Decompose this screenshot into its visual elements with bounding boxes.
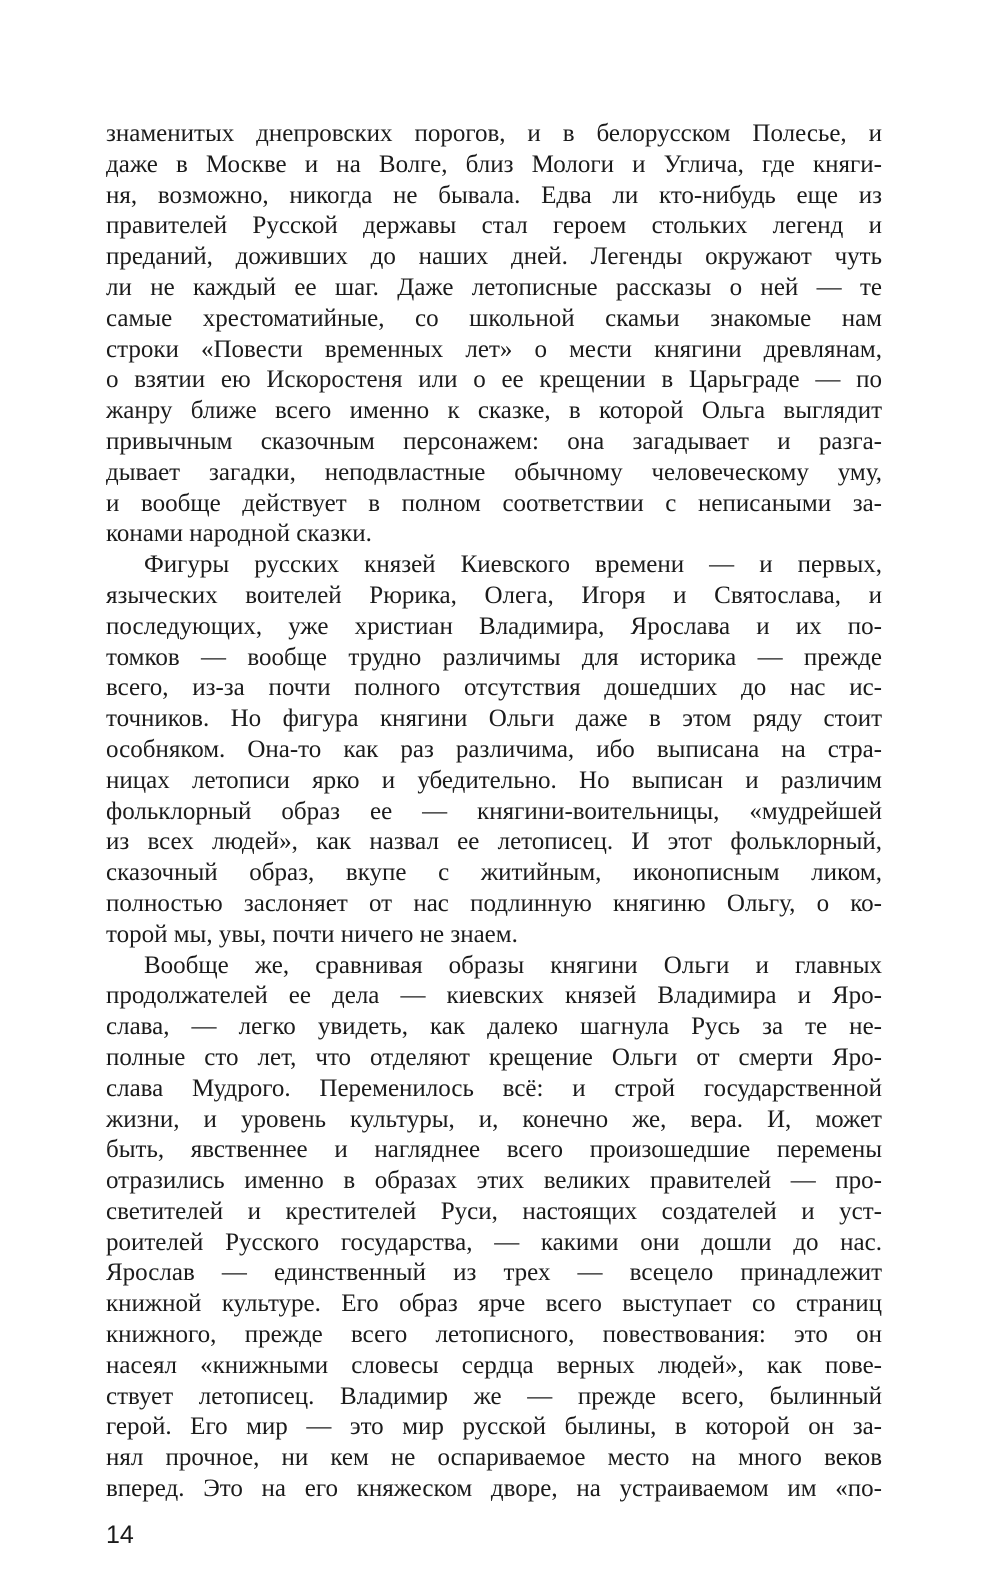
text-line: точников. Но фигура княгини Ольги даже в этом ряду стоит [106,705,882,733]
text-line: сказочный образ, вкупе с житийным, иконописным ликом, [106,859,882,887]
text-line: строки «Повести временных лет» о мести княгини древлянам, [106,335,882,363]
text-line: ницах летописи ярко и убедительно. Но выписан и различим [106,766,882,794]
text-line: конами народной сказки. [106,520,372,548]
paragraph-2 [106,550,882,950]
text-line: и вообще действует в полном соответствии с неписаными за- [106,489,882,517]
page-body [106,119,882,1505]
text-line: привычным сказочным персонажем: она загадывает и разга- [106,427,882,455]
text-line: дывает загадки, неподвластные обычному человеческому уму, [106,458,882,486]
text-line: насеял «книжными словесы сердца верных людей», как пове- [106,1351,882,1379]
paragraph-1 [106,119,882,550]
text-line: Фигуры русских князей Киевского времени — и первых, [144,551,882,579]
text-line: слава, — легко увидеть, как далеко шагнула Русь за те не- [106,1013,882,1041]
text-line: всего, из-за почти полного отсутствия дошедших до нас ис- [106,674,882,702]
text-line: ня, возможно, никогда не бывала. Едва ли кто-нибудь еще из [106,181,882,209]
text-line: правителей Русской державы стал героем стольких легенд и [106,212,882,240]
text-line: даже в Москве и на Волге, близ Мологи и Углича, где княги- [106,150,882,178]
text-line: Вообще же, сравнивая образы княгини Ольги и главных [144,951,882,979]
paragraph-3 [106,951,882,1505]
text-line: книжной культуре. Его образ ярче всего выступает со страниц [106,1290,882,1318]
text-line: роителей Русского государства, — какими они дошли до нас. [106,1228,882,1256]
text-line: языческих воителей Рюрика, Олега, Игоря и Святослава, и [106,581,882,609]
text-line: торой мы, увы, почти ничего не знаем. [106,920,518,948]
text-line: продолжателей ее дела — киевских князей Владимира и Яро- [106,982,882,1010]
text-line: Ярослав — единственный из трех — всецело принадлежит [106,1259,882,1287]
text-line: жанру ближе всего именно к сказке, в которой Ольга выглядит [106,397,882,425]
text-line: томков — вообще трудно различимы для историка — прежде [106,643,882,671]
text-line: из всех людей», как назвал ее летописец. И этот фольклорный, [106,828,882,856]
text-line: полные сто лет, что отделяют крещение Ольги от смерти Яро- [106,1043,882,1071]
text-line: светителей и крестителей Руси, настоящих создателей и уст- [106,1197,882,1225]
text-line: самые хрестоматийные, со школьной скамьи знакомые нам [106,304,882,332]
text-line: отразились именно в образах этих великих правителей — про- [106,1167,882,1195]
text-line: жизни, и уровень культуры, и, конечно же, вера. И, может [106,1105,882,1133]
text-line: ствует летописец. Владимир же — прежде всего, былинный [106,1382,882,1410]
text-line: герой. Его мир — это мир русской былины, в которой он за- [106,1413,882,1441]
text-line: знаменитых днепровских порогов, и в белорусском Полесье, и [106,120,882,147]
page-number: 14 [106,1521,134,1549]
text-line: нял прочное, ни кем не оспариваемое место на много веков [106,1444,882,1472]
text-line: фольклорный образ ее — княгини-воительницы, «мудрейшей [106,797,882,825]
text-line: последующих, уже христиан Владимира, Ярослава и их по- [106,612,882,640]
text-line: о взятии ею Искоростеня или о ее крещении в Царьграде — по [106,366,882,394]
text-line: преданий, доживших до наших дней. Легенды окружают чуть [106,243,882,271]
text-line: вперед. Это на его княжеском дворе, на устраиваемом им «по- [106,1475,882,1503]
text-line: быть, явственнее и нагляднее всего произошедшие перемены [106,1136,882,1164]
text-line: слава Мудрого. Переменилось всё: и строй государственной [106,1074,882,1102]
text-line: особняком. Она-то как раз различима, ибо выписана на стра- [106,735,882,763]
text-line: ли не каждый ее шаг. Даже летописные рассказы о ней — те [106,273,882,301]
text-line: книжного, прежде всего летописного, повествования: это он [106,1321,882,1349]
text-line: полностью заслоняет от нас подлинную княгиню Ольгу, о ко- [106,889,882,917]
